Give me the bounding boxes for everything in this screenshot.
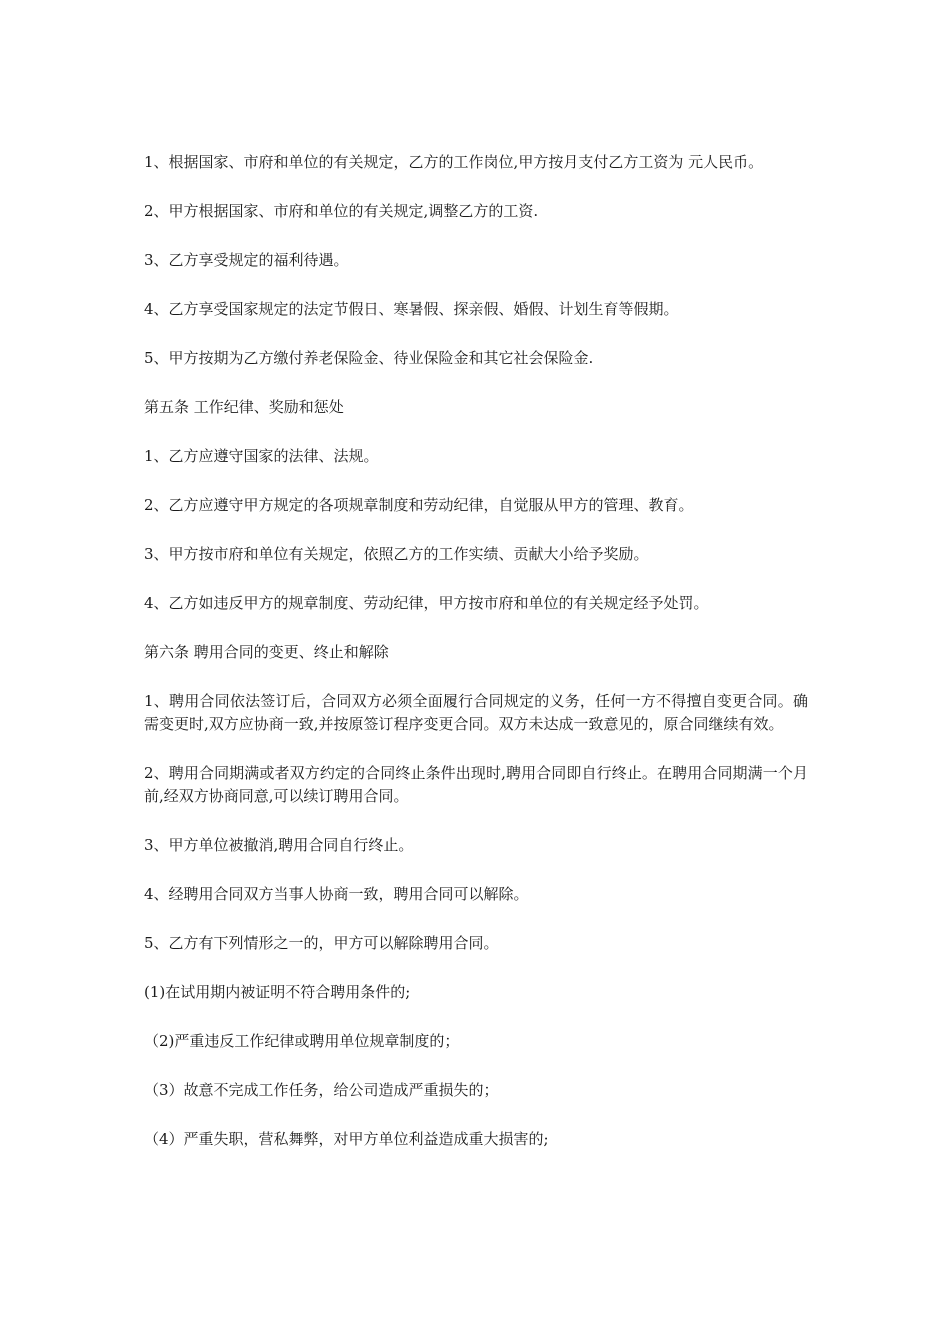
document-body <box>144 151 808 1177</box>
paragraph-article6-item3: 3、甲方单位被撤消,聘用合同自行终止。 <box>144 836 414 854</box>
paragraph-condition-3: （3）故意不完成工作任务，给公司造成严重损失的； <box>144 1081 499 1099</box>
paragraph-article5-item2: 2、乙方应遵守甲方规定的各项规章制度和劳动纪律，自觉服从甲方的管理、教育。 <box>144 496 694 514</box>
paragraph-article4-item5: 5、甲方按期为乙方缴付养老保险金、待业保险金和其它社会保险金. <box>144 349 594 367</box>
paragraph-condition-2: （2)严重违反工作纪律或聘用单位规章制度的； <box>144 1032 460 1050</box>
paragraph-condition-1: (1)在试用期内被证明不符合聘用条件的; <box>144 983 411 1001</box>
paragraph-article5-item1: 1、乙方应遵守国家的法律、法规。 <box>144 447 379 465</box>
paragraph-article6-item5: 5、乙方有下列情形之一的，甲方可以解除聘用合同。 <box>144 934 499 952</box>
paragraph-article6-item2: 2、聘用合同期满或者双方约定的合同终止条件出现时,聘用合同即自行终止。在聘用合同期满一个月前,经双方协商同意,可以续订聘用合同。 <box>144 764 808 805</box>
paragraph-article4-item4: 4、乙方享受国家规定的法定节假日、寒暑假、探亲假、婚假、计划生育等假期。 <box>144 300 679 318</box>
paragraph-article4-item2: 2、甲方根据国家、市府和单位的有关规定,调整乙方的工资. <box>144 202 539 220</box>
paragraph-article5-item4: 4、乙方如违反甲方的规章制度、劳动纪律，甲方按市府和单位的有关规定经予处罚。 <box>144 594 709 612</box>
paragraph-article6-item4: 4、经聘用合同双方当事人协商一致，聘用合同可以解除。 <box>144 885 529 903</box>
paragraph-condition-4: （4）严重失职，营私舞弊，对甲方单位利益造成重大损害的; <box>144 1130 549 1148</box>
section-heading-article6: 第六条 聘用合同的变更、终止和解除 <box>144 643 389 661</box>
section-heading-article5: 第五条 工作纪律、奖励和惩处 <box>144 398 344 416</box>
paragraph-article5-item3: 3、甲方按市府和单位有关规定，依照乙方的工作实绩、贡献大小给予奖励。 <box>144 545 649 563</box>
paragraph-article6-item1: 1、聘用合同依法签订后，合同双方必须全面履行合同规定的义务，任何一方不得擅自变更合同。确需变更时,双方应协商一致,并按原签订程序变更合同。双方未达成一致意见的，原合同继续有效。 <box>144 692 808 733</box>
paragraph-article4-item1: 1、根据国家、市府和单位的有关规定，乙方的工作岗位,甲方按月支付乙方工资为 元人民币。 <box>144 153 764 171</box>
paragraph-article4-item3: 3、乙方享受规定的福利待遇。 <box>144 251 349 269</box>
